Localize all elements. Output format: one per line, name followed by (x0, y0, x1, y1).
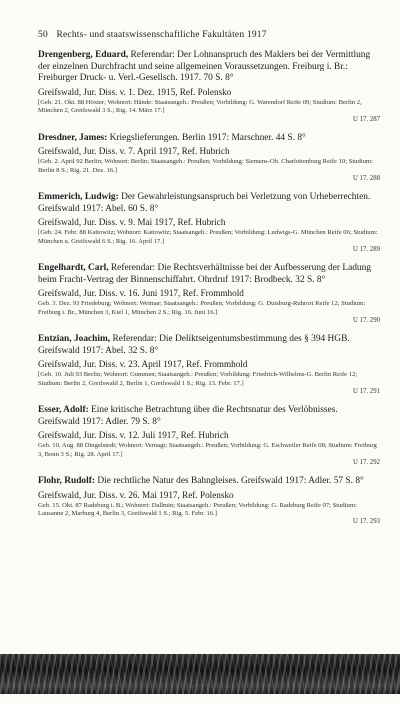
page-number: 50 (38, 30, 48, 40)
entry-citation (38, 50, 380, 85)
dissertation-note: Greifswald, Jur. Diss. v. 1. Dez. 1915, Ref. Polensko (38, 86, 232, 97)
running-title: Rechts- und staatswissenschaftliche Fakultäten 1917 (56, 30, 267, 40)
entry-citation (38, 133, 380, 145)
dissertation-entry (38, 192, 380, 254)
dissertation-entry (38, 263, 380, 325)
biographical-details: [Geb. 10. Juli 93 Berlin; Wohnort: Gummen; Staatsangeh.: Preußen; Vorbildung: Friedrich-Wilhelms-G. Berlin Reife 12; Studium: Berlin 2, Greifswald 2, Berlin 1, Greifswald 1 S.; Rig. 13. Febr. 17.] (38, 371, 358, 387)
entry-citation (38, 334, 380, 357)
biographical-details: [Geb. 2. April 92 Berlin; Wohnort: Berlin; Staatsangeh.: Preußen; Vorbildung: Siemens-Ob. Charlottenburg Reife 10; Studium: Berlin 8 S.; Rig. 21. Dez. 16.] (38, 158, 373, 174)
document-page (38, 30, 380, 535)
dissertation-note: Greifswald, Jur. Diss. v. 7. April 1917, Ref. Hubrich (38, 146, 230, 157)
dissertation-note: Greifswald, Jur. Diss. v. 12. Juli 1917, Ref. Hubrich (38, 430, 229, 441)
journal-number: U 17. 290 (353, 317, 380, 324)
entry-list (38, 50, 380, 526)
entry-title: Referendar: Die Rechtsverhältnisse bei der Aufbesserung der Ladung beim Fracht-Vertrag der Binnenschiffahrt. Ohrdruf 1917: Brodbeck. 32 S. 8° (38, 263, 371, 285)
biographical-details: Geb. 3. Dez. 93 Friedeburg; Wohnort: Weimar; Staatsangeh.: Preußen; Vorbildung: G. Duisburg-Ruhrort Reife 12; Studium: Freiburg i. Br., München 3, Kiel 1, München 2 S.; Rig. 16. Juni 16.] (38, 300, 366, 316)
biographical-details: [Geb. 24. Febr. 88 Kattowitz; Wohnort: Kattowitz; Staatsangeh.: Preußen; Vorbildung: Ludwigs-G. München Reife 06; Studium: München u. Greifswald 6 S.; Rig. 16. April 17.] (38, 229, 378, 245)
dissertation-note: Greifswald, Jur. Diss. v. 9. Mai 1917, Ref. Hubrich (38, 217, 226, 228)
journal-number: U 17. 292 (353, 459, 380, 466)
author-name: Entzian, Joachim, (38, 334, 111, 344)
dissertation-entry (38, 50, 380, 124)
journal-number: U 17. 291 (353, 388, 380, 395)
author-name: Engelhardt, Carl, (38, 263, 109, 273)
entry-citation (38, 476, 380, 488)
dissertation-entry (38, 476, 380, 526)
dissertation-entry (38, 334, 380, 396)
entry-title: Referendar: Der Lohnanspruch des Maklers bei der Vermittlung der einzelnen Durchfracht und seine allgemeinen Voraussetzungen. Freiburg i. Br.: Freiburger Druck- u. Verl.-Gesellsch. 1917. 70 S. 8° (38, 50, 371, 84)
dissertation-note: Greifswald, Jur. Diss. v. 16. Juni 1917, Ref. Frommhold (38, 288, 244, 299)
entry-title: Referendar: Die Deliktseigentumsbestimmung des § 394 HGB. Greifswald 1917: Abel. 32 S. 8° (38, 334, 350, 356)
author-name: Esser, Adolf: (38, 405, 89, 415)
journal-number: U 17. 293 (353, 518, 380, 526)
author-name: Flohr, Rudolf: (38, 476, 95, 486)
author-name: Emmerich, Ludwig: (38, 192, 119, 202)
biographical-details: Geb. 15. Okt. 87 Radeburg i. B.; Wohnort: Dallmin; Staatsangeh.: Preußen; Vorbildung: G. Radeburg Reife 07; Studium: Lausanne 2, Marburg 4, Berlin 3, Greifswald 1 S.; Rig. 5. Febr. 16.] (38, 501, 357, 517)
dissertation-entry (38, 133, 380, 183)
dissertation-entry (38, 405, 380, 467)
biographical-details: [Geb. 21. Okt. 88 Höxter; Wohnort: Hände: Staatsangeh.: Preußen; Vorbildung: G. Warendorf Reife 09; Studium: Berlin 2, München 2, Greifswald 3 S.; Rig. 14. März 17.] (38, 98, 362, 115)
entry-title: Die rechtliche Natur des Bahngleises. Greifswald 1917: Adler. 57 S. 8° (97, 476, 364, 486)
entry-title: Der Gewahrleistungsanspruch bei Verletzung von Urheberrechten. Greifswald 1917: Abel. 60 S. 8° (38, 192, 371, 214)
journal-number: U 17. 288 (353, 175, 380, 182)
biographical-details: Geb. 10. Aug. 88 Dingelstedt; Wohnort: Vernagt; Staatsangeh.: Preußen; Vorbildung: G. Eschweiler Reife 08; Studium: Freiburg 3, Bonn 3 S.; Rig. 28. April 17.] (38, 442, 377, 458)
scan-edge-band (0, 654, 400, 694)
entry-title: Kriegslieferungen. Berlin 1917: Marschner. 44 S. 8° (109, 132, 306, 143)
journal-number: U 17. 287 (353, 115, 380, 123)
entry-citation (38, 192, 380, 215)
dissertation-note: Greifswald, Jur. Diss. v. 23. April 1917, Ref. Frommhold (38, 359, 248, 370)
entry-citation (38, 263, 380, 286)
entry-title: Eine kritische Betrachtung über die Rechtsnatur des Verlöbnisses. Greifswald 1917: Adler. 79 S. 8° (38, 405, 338, 427)
author-name: Drengenberg, Eduard, (38, 50, 129, 60)
author-name: Dresdner, James: (38, 132, 108, 143)
page-header (38, 30, 380, 40)
entry-citation (38, 405, 380, 428)
dissertation-note: Greifswald, Jur. Diss. v. 26. Mai 1917, Ref. Polensko (38, 489, 234, 500)
journal-number: U 17. 289 (353, 246, 380, 253)
